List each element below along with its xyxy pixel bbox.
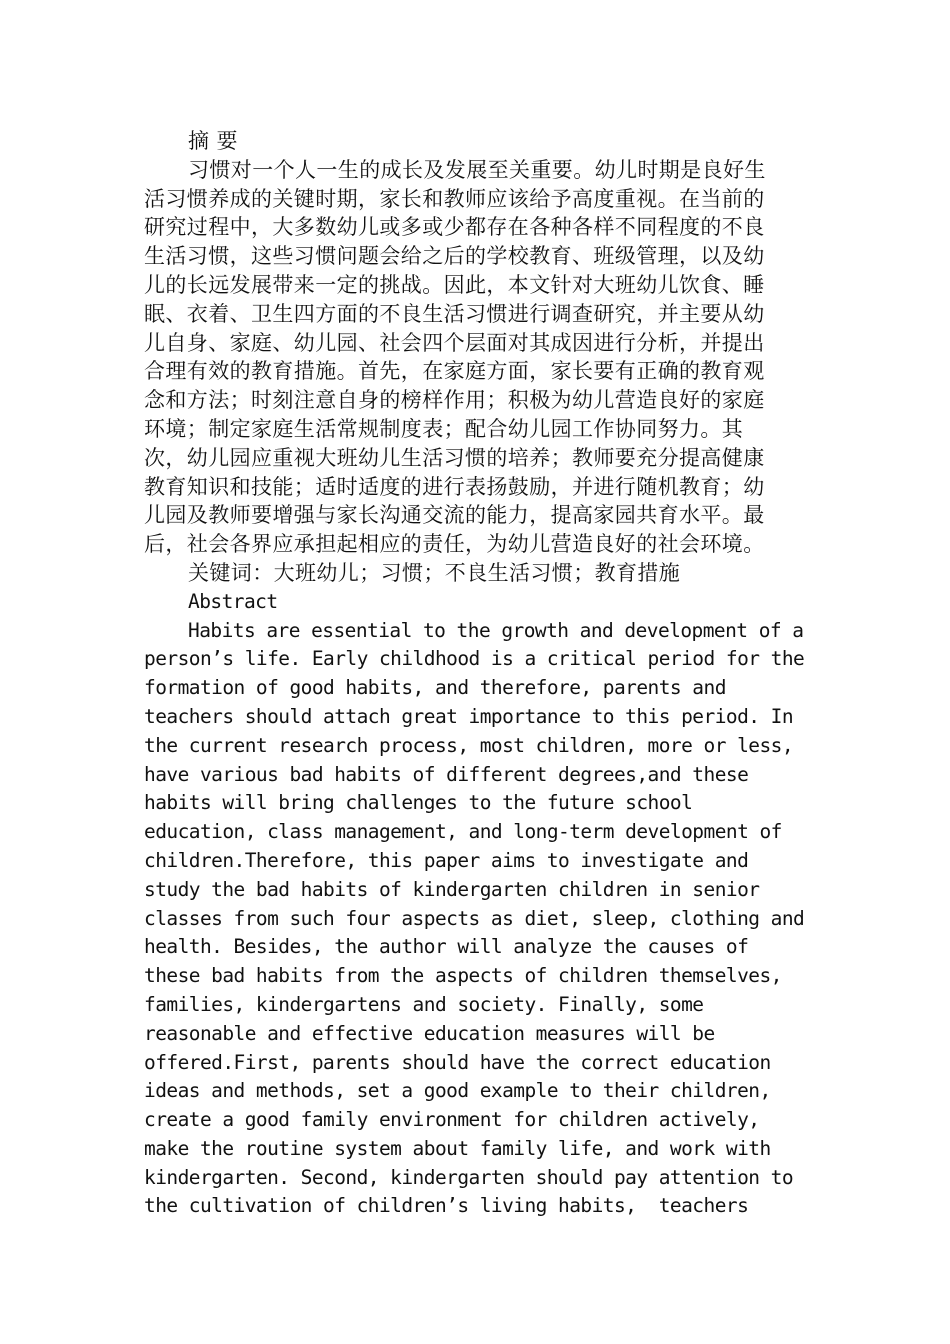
- document-body: [144, 127, 806, 1221]
- abstract-en-line: make the routine system about family life, and work with: [144, 1136, 771, 1160]
- abstract-cn-line: 活习惯养成的关键时期，家长和教师应该给予高度重视。在当前的: [144, 186, 765, 211]
- abstract-en-line: education, class management, and long-term development of: [144, 820, 782, 844]
- abstract-en-line: these bad habits from the aspects of children themselves,: [144, 964, 782, 988]
- abstract-en-line: the cultivation of children’s living habits, teachers: [144, 1194, 749, 1218]
- abstract-cn-heading: 摘 要: [188, 129, 238, 153]
- abstract-en-line: kindergarten. Second, kindergarten should pay attention to: [144, 1165, 794, 1189]
- abstract-cn-line: 眠、衣着、卫生四方面的不良生活习惯进行调查研究，并主要从幼: [144, 301, 765, 326]
- abstract-cn-line: 儿园及教师要增强与家长沟通交流的能力，提高家园共育水平。最: [144, 503, 765, 528]
- abstract-en-line: offered.First, parents should have the correct education: [144, 1050, 771, 1074]
- abstract-cn-line: 习惯对一个人一生的成长及发展至关重要。幼儿时期是良好生: [188, 157, 766, 182]
- abstract-cn-line: 儿自身、家庭、幼儿园、社会四个层面对其成因进行分析，并提出: [144, 330, 765, 355]
- abstract-en-line: the current research process, most children, more or less,: [144, 733, 794, 757]
- abstract-en-line: families, kindergartens and society. Finally, some: [144, 992, 704, 1016]
- abstract-en-line: have various bad habits of different degrees,and these: [144, 762, 749, 786]
- abstract-cn-line: 环境；制定家庭生活常规制度表；配合幼儿园工作协同努力。其: [144, 416, 744, 441]
- abstract-cn-line: 生活习惯，这些习惯问题会给之后的学校教育、班级管理，以及幼: [144, 244, 765, 269]
- abstract-en-paragraph: [144, 617, 806, 1222]
- abstract-en-line: reasonable and effective education measures will be: [144, 1021, 715, 1045]
- abstract-en-line: health. Besides, the author will analyze the causes of: [144, 935, 749, 959]
- abstract-cn-line: 儿的长远发展带来一定的挑战。因此，本文针对大班幼儿饮食、睡: [144, 272, 765, 297]
- abstract-cn-paragraph: [144, 156, 806, 559]
- abstract-en-line: study the bad habits of kindergarten children in senior: [144, 877, 760, 901]
- abstract-cn-line: 合理有效的教育措施。首先，在家庭方面，家长要有正确的教育观: [144, 359, 765, 384]
- abstract-en-line: teachers should attach great importance to this period. In: [144, 704, 794, 728]
- abstract-cn-line: 后，社会各界应承担起相应的责任，为幼儿营造良好的社会环境。: [144, 532, 765, 557]
- abstract-cn-line: 教育知识和技能；适时适度的进行表扬鼓励，并进行随机教育；幼: [144, 474, 765, 499]
- abstract-en-line: children.Therefore, this paper aims to investigate and: [144, 848, 749, 872]
- abstract-cn-line: 念和方法；时刻注意自身的榜样作用；积极为幼儿营造良好的家庭: [144, 388, 765, 413]
- abstract-en-line: Habits are essential to the growth and development of a: [188, 618, 804, 642]
- abstract-en-line: formation of good habits, and therefore, parents and: [144, 676, 726, 700]
- abstract-en-line: classes from such four aspects as diet, sleep, clothing and: [144, 906, 805, 930]
- abstract-en-line: ideas and methods, set a good example to their children,: [144, 1079, 771, 1103]
- abstract-en-line: create a good family environment for children actively,: [144, 1108, 760, 1132]
- abstract-en-line: person’s life. Early childhood is a critical period for the: [144, 647, 805, 671]
- keywords-cn: 关键词：大班幼儿；习惯；不良生活习惯；教育措施: [188, 560, 681, 585]
- abstract-cn-line: 次，幼儿园应重视大班幼儿生活习惯的培养；教师要充分提高健康: [144, 445, 765, 470]
- abstract-en-line: habits will bring challenges to the future school: [144, 791, 693, 815]
- abstract-en-heading: Abstract: [188, 589, 278, 613]
- abstract-cn-line: 研究过程中，大多数幼儿或多或少都存在各种各样不同程度的不良: [144, 215, 765, 240]
